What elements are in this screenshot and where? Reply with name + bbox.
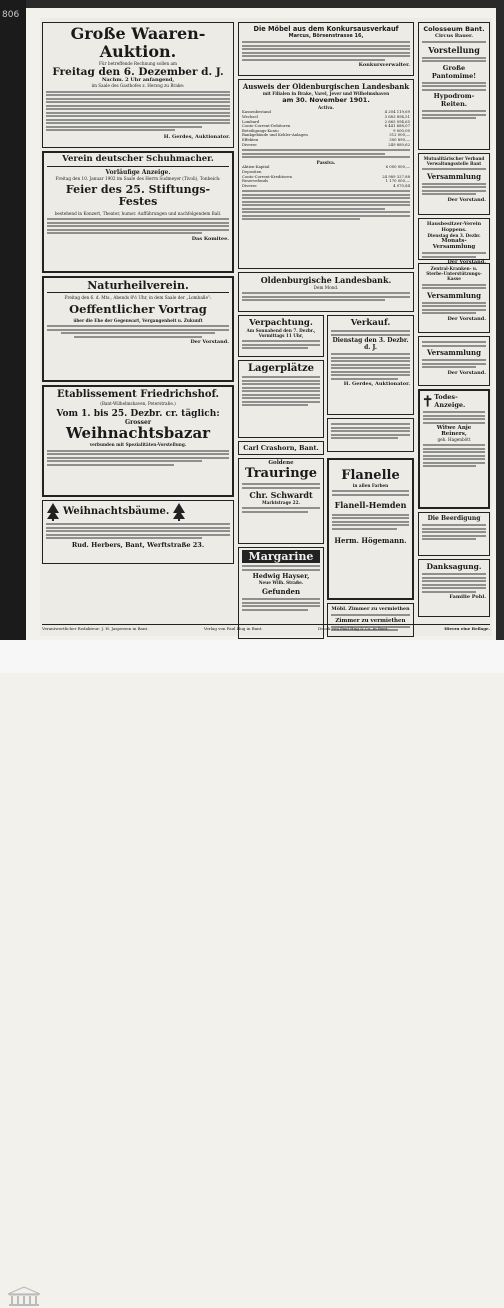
christmas-tree-icon xyxy=(46,503,60,521)
zimmer-title-2: Zimmer zu vermiethen xyxy=(335,617,406,624)
aktiva-amount: 4 204 119,69 xyxy=(384,109,410,115)
aktiva-amount: 6 441 688,07 xyxy=(384,123,410,129)
friedrichshof-ad xyxy=(42,385,234,497)
moebel-ad xyxy=(238,22,414,76)
colosseum-sub: Circus Bauer. xyxy=(435,33,473,39)
zweite-versammlung-ad xyxy=(418,336,490,386)
todes-name: Witwe Anje Reiners, xyxy=(436,425,472,437)
aktiva-label: Wechsel xyxy=(242,114,258,119)
auction-place: im Saale des Gasthofes z. Herzog zu Brake: xyxy=(91,83,185,89)
aktiva-label: Kassenbestand xyxy=(242,109,271,115)
moebel-signature: Konkursverwalter. xyxy=(358,62,410,68)
aktiva-amount: 300 890,— xyxy=(389,136,410,142)
column-2 xyxy=(238,22,414,642)
middle-left xyxy=(238,315,324,458)
friedrichshof-headline: Weihnachtsbazar xyxy=(65,424,211,443)
scan-left-border xyxy=(0,0,26,640)
versammlung-signature: Der Vorstand. xyxy=(447,315,486,322)
hausbesitzer-date: Dienstag den 3. Dezbr. xyxy=(427,233,481,238)
auction-date: Freitag den 6. Dezember d. J. xyxy=(52,66,224,79)
zweite-signature: Der Vorstand. xyxy=(447,369,486,376)
aktiva-amount: 249 889,62 xyxy=(388,141,410,147)
beerdigung-ad xyxy=(418,512,490,556)
trauringe-small: Goldene xyxy=(268,460,294,466)
margarine-addr: Neue Wilh. Straße. xyxy=(258,580,304,585)
danksagung-title: Danksagung. xyxy=(426,562,482,571)
aktiva-label: Effekten xyxy=(242,136,259,142)
passiva-amount: 24 989 327,88 xyxy=(382,173,410,179)
auction-intro: Für betreffende Rechnung sollen am xyxy=(99,61,177,66)
schuhmacher-headline: Feier des 25. Stiftungs-Festes xyxy=(65,183,211,209)
ausweis-aktiva-label: Activa. xyxy=(318,105,334,111)
flanelle-head2: Flanell-Hemden xyxy=(334,499,407,510)
library-logo-icon xyxy=(6,1286,42,1308)
landesbank-sub: Dem Mond. xyxy=(313,285,339,290)
trauringe-title: Trauringe xyxy=(244,466,318,482)
zentral-title: Zentral-Kranken- u. Sterbe-Unterstützungs-Kasse xyxy=(426,266,482,282)
margarine-title: Margarine xyxy=(242,550,320,563)
verkauf-signature: H. Gerdes, Auktionator. xyxy=(343,381,410,387)
aktiva-label: Conto-Corrent-Debitoren xyxy=(242,123,291,129)
newspaper-page xyxy=(40,18,492,636)
verkauf-extra xyxy=(327,418,414,452)
auction-time: Nachm. 2 Uhr anfangend, xyxy=(101,77,175,84)
naturheil-ad xyxy=(42,276,234,382)
column-1 xyxy=(42,22,234,567)
scan-top-border xyxy=(26,0,504,8)
danksagung-signature: Familie Pohl. xyxy=(449,594,486,600)
friedrichshof-sub: (Bant-Wilhelmshaven, Peterstraße.) xyxy=(100,401,176,406)
aktiva-label: Diverse xyxy=(242,141,257,147)
lagerplaetze-ad xyxy=(238,360,324,438)
lower-row xyxy=(238,458,414,642)
trees-ad xyxy=(42,500,234,564)
todes-anzeige xyxy=(418,389,490,509)
verpachtung-title: Verpachtung. xyxy=(249,318,313,328)
passiva-label: Depositen xyxy=(242,168,262,174)
flanelle-ad xyxy=(327,458,414,600)
auction-body xyxy=(46,91,230,132)
naturheil-title: Naturheilverein. xyxy=(47,280,229,293)
column-3 xyxy=(418,22,490,620)
aktiva-label: Beteiligungs-Konto xyxy=(242,127,279,133)
aktiva-amount: 2 665 094,65 xyxy=(384,118,410,124)
footer-editor: Verantwortlicher Redakteur: J. H. Jaspersen in Bant. xyxy=(42,626,149,631)
ausweis-passiva-label: Passiva. xyxy=(316,160,336,166)
moebel-title: Die Möbel aus dem Konkursausverkauf xyxy=(253,25,399,33)
zimmer-ads xyxy=(327,603,414,637)
auction-signature: H. Gerdes, Auktionator. xyxy=(163,134,230,141)
trees-title: Weihnachtsbäume. xyxy=(63,506,170,517)
verkauf-ad xyxy=(327,315,414,415)
aktiva-amount: 312 000,— xyxy=(389,132,410,138)
aktiva-table xyxy=(242,110,410,147)
margarine-vendor: Hedwig Hayser, xyxy=(252,572,310,580)
verband-sub: Verwaltungsstelle Bant xyxy=(426,161,482,167)
aktiva-amount: 3 683 894,51 xyxy=(384,114,410,119)
naturheil-date: Freitag den 6. d. Mts., Abends 8½ Uhr, in dem Saale der „Lomballe“: xyxy=(64,295,212,300)
todes-title: Todes-Anzeige. xyxy=(434,393,466,409)
trauringe-vendor: Chr. Schwardt xyxy=(249,490,313,501)
naturheil-signature: Der Vorstand. xyxy=(190,339,229,346)
friedrichshof-title: Etablissement Friedrichshof. xyxy=(56,389,220,400)
schuhmacher-signature: Das Komitee. xyxy=(191,235,229,242)
passiva-label: Aktien-Kapital xyxy=(242,164,270,170)
cross-icon xyxy=(423,395,432,407)
verpachtung-date: Am Sonnabend den 7. Dezbr., Vormittags 11 Uhr, xyxy=(246,328,316,339)
gefunden-title: Gefunden xyxy=(261,587,301,597)
passiva-label: Diverse xyxy=(242,182,257,188)
verkauf-title: Verkauf. xyxy=(350,318,391,328)
ausweis-sub: mit Filialen in Brake, Varel, Jever und Wilhelmshaven xyxy=(262,91,390,96)
ausweis-title: Ausweis der Oldenburgischen Landesbank xyxy=(242,82,410,91)
flanelle-signature: Herm. Högemann. xyxy=(334,535,407,545)
zimmer-title-1: Möbl. Zimmer zu vermiethen xyxy=(331,606,410,612)
aktiva-label: Bankgebäude und Kehler-Anlagen xyxy=(242,132,308,138)
zentral-ad xyxy=(418,263,490,333)
passiva-amount: 1 170 000,— xyxy=(385,178,410,184)
zweite-title: Versammlung xyxy=(427,348,481,357)
schuhmacher-date: Freitag den 10. Januar 1902 im Saale des Herrn Sudmeyer (Tivoli), Tonbeich: xyxy=(55,176,221,181)
lagerplaetze-title: Lagerplätze xyxy=(247,363,315,374)
colosseum-big: Vorstellung xyxy=(428,44,480,55)
colosseum-big2: Große Pantomime! xyxy=(431,63,477,80)
scan-right-border xyxy=(496,0,504,640)
verband-signature: Der Vorstand. xyxy=(447,196,486,203)
viewer-bottom-bar xyxy=(0,640,504,673)
friedrichshof-desc: verbunden mit Spezialitäten-Vorstellung. xyxy=(89,442,187,448)
landesbank-statement xyxy=(238,79,414,269)
verband-title: Mutualitärischer Verband xyxy=(423,156,485,161)
verpachtung-ad xyxy=(238,315,324,357)
verband-head: Versammlung xyxy=(427,171,481,181)
todes-sub: geb. Hagenbött xyxy=(437,437,471,442)
naturheil-headline: Oeffentlicher Vortrag xyxy=(69,302,207,317)
danksagung-ad xyxy=(418,559,490,617)
naturheil-desc: über die Ehe der Gegenwart, Vergangenheit u. Zukunft xyxy=(73,318,203,324)
footer-supplement: Hierzu eine Beilage. xyxy=(444,626,490,631)
middle-right xyxy=(327,315,414,458)
middle-row xyxy=(238,315,414,458)
lower-right xyxy=(327,458,414,642)
hausbesitzer-ad xyxy=(418,218,490,266)
beerdigung-title: Die Beerdigung xyxy=(427,515,481,522)
auction-ad xyxy=(42,22,234,148)
colosseum-ad xyxy=(418,22,490,150)
aktiva-label: Lombard xyxy=(242,118,260,124)
aktiva-row xyxy=(242,143,410,148)
schuhmacher-sub: Vorläufige Anzeige. xyxy=(105,169,171,176)
page-number: 806 xyxy=(2,10,20,20)
friedrichshof-big: Grosser xyxy=(124,419,152,427)
moebel-sub: Marcus, Börsenstrasse 16, xyxy=(288,33,364,39)
trees-vendor: Rud. Herbers, Bant, Werftstraße 23. xyxy=(71,541,205,549)
flanelle-title: Flanelle xyxy=(341,468,400,483)
passiva-table xyxy=(242,165,410,188)
verband-ad xyxy=(418,153,490,215)
landesbank-notice xyxy=(238,272,414,312)
footer-printer: Druck von Paul Hug & Co. in Bant. xyxy=(318,626,389,631)
lower-left xyxy=(238,458,324,642)
trauringe-ad xyxy=(238,458,324,544)
colosseum-item: Hypodrom-Reiten. xyxy=(433,92,475,108)
schuhmacher-desc: bestehend in Konzert, Theater, humor. Aufführungen und nachfolgendem Ball. xyxy=(54,211,222,217)
page-footer xyxy=(42,624,490,631)
passiva-amount: 6 000 000,— xyxy=(385,164,410,170)
monats-title: Monats-Versammlung xyxy=(432,238,476,251)
passiva-label: Reservefonds xyxy=(242,178,269,184)
schuhmacher-title: Verein deutscher Schuhmacher. xyxy=(62,154,214,164)
versammlung-title: Versammlung xyxy=(427,290,481,300)
colosseum-title: Colosseum Bant. xyxy=(423,25,485,33)
crashorn-ad: Carl Crashorn, Bant. xyxy=(238,441,324,455)
footer-publisher: Verlag von Paul Hug in Bant. xyxy=(203,626,263,631)
aktiva-amount: 9 000,00 xyxy=(393,127,410,133)
flanelle-sub: in allen Farben xyxy=(352,483,389,488)
hausbesitzer-title: Hausbesitzer-Verein Hoppens. xyxy=(426,221,482,233)
landesbank-title: Oldenburgische Landesbank. xyxy=(260,275,392,285)
auction-title: Große Waaren-Auktion. xyxy=(70,24,206,61)
ausweis-date: am 30. November 1901. xyxy=(282,96,370,105)
christmas-tree-icon xyxy=(172,503,186,521)
monats-signature: Der Vorstand. xyxy=(447,259,486,266)
verkauf-date: Dienstag den 3. Dezbr. d. J. xyxy=(332,337,409,351)
passiva-amount: 4 070,84 xyxy=(393,182,410,188)
friedrichshof-dates: Vom 1. bis 25. Dezbr. cr. täglich: xyxy=(56,409,220,420)
passiva-row xyxy=(242,184,410,189)
schuhmacher-ad xyxy=(42,151,234,273)
trauringe-addr: Marktstrage 22. xyxy=(262,500,300,506)
passiva-label: Conto-Corrent-Kreditoren xyxy=(242,173,292,179)
